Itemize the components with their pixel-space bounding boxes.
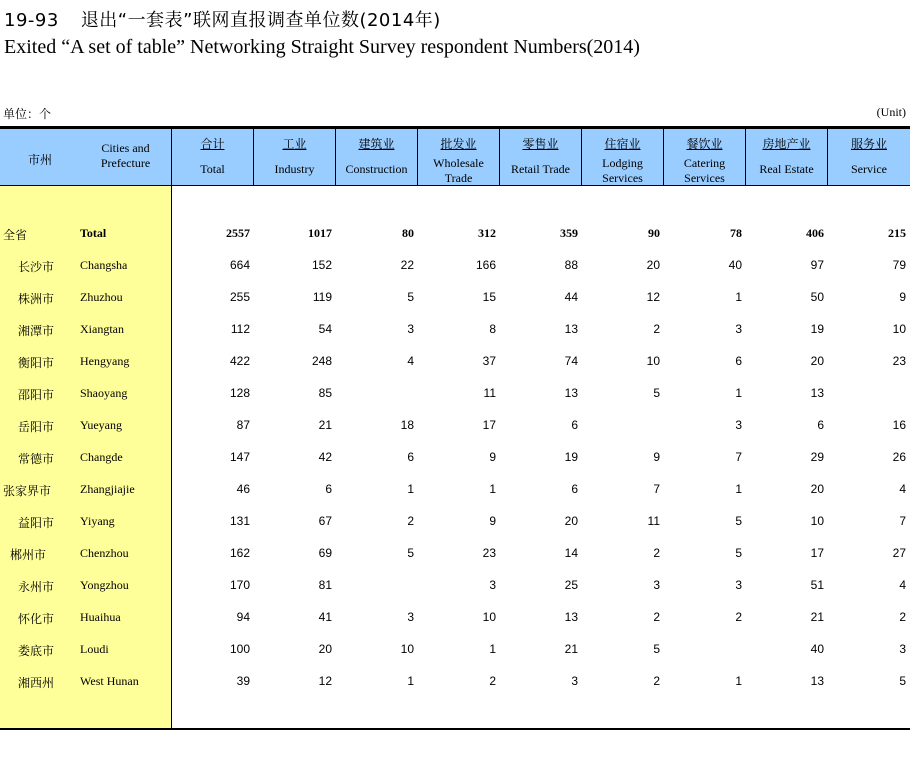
- cell-lodging: 10: [646, 354, 660, 368]
- cell-real-estate: 13: [810, 674, 824, 688]
- unit-cn: 单位：个: [3, 107, 52, 121]
- cell-service: 27: [892, 546, 906, 560]
- cell-construction: 4: [407, 354, 414, 368]
- header-industry: [254, 129, 336, 186]
- header-retail: [500, 129, 582, 186]
- cell-retail: 21: [564, 642, 578, 656]
- table-bottom-rule: [0, 728, 910, 730]
- cell-industry: 54: [318, 322, 332, 336]
- cell-wholesale: 312: [478, 226, 496, 240]
- cell-lodging: 12: [646, 290, 660, 304]
- cell-retail: 19: [564, 450, 578, 464]
- cell-total: 255: [229, 290, 250, 304]
- header-retail-cn: 零售业: [522, 137, 559, 151]
- cell-construction: 80: [402, 226, 414, 240]
- cell-retail: 359: [560, 226, 578, 240]
- cell-wholesale: 23: [482, 546, 496, 560]
- cell-wholesale: 3: [489, 578, 496, 592]
- header-catering: [664, 129, 746, 186]
- header-real-estate-en: Real Estate: [759, 162, 814, 176]
- cell-wholesale: 9: [489, 450, 496, 464]
- cell-real-estate: 21: [810, 610, 824, 624]
- cell-industry: 81: [318, 578, 332, 592]
- city-name-cn: 娄底市: [18, 644, 55, 658]
- city-name-cn: 张家界市: [3, 484, 52, 498]
- header-total-en: Total: [200, 162, 225, 176]
- city-name-en: Changsha: [80, 258, 128, 272]
- cell-real-estate: 51: [810, 578, 824, 592]
- cell-total: 46: [236, 482, 250, 496]
- cell-construction: 3: [407, 322, 414, 336]
- header-lodging-cn: 住宿业: [604, 137, 641, 151]
- header-city-en: [80, 129, 172, 186]
- city-name-cn: 常德市: [18, 452, 55, 466]
- cell-real-estate: 6: [817, 418, 824, 432]
- header-real-estate-cn: 房地产业: [762, 137, 811, 151]
- table-row: [0, 322, 910, 354]
- city-name-cn: 益阳市: [18, 516, 55, 530]
- header-city-cn: [0, 129, 80, 186]
- table-row: [0, 610, 910, 642]
- header-total: [172, 129, 254, 186]
- cell-retail: 13: [564, 610, 578, 624]
- city-name-cn: 株洲市: [18, 292, 55, 306]
- city-name-en: Yiyang: [80, 514, 115, 528]
- cell-construction: 1: [407, 674, 414, 688]
- city-name-en: Total: [80, 226, 107, 240]
- header-construction-en: Construction: [345, 162, 408, 176]
- cell-retail: 3: [571, 674, 578, 688]
- header-lodging: [582, 129, 664, 186]
- cell-catering: 7: [735, 450, 742, 464]
- cell-total: 39: [236, 674, 250, 688]
- city-name-cn: 湘西州: [18, 676, 55, 690]
- cell-total: 112: [230, 322, 250, 336]
- cell-catering: 40: [728, 258, 742, 272]
- cell-wholesale: 1: [489, 642, 496, 656]
- cell-total: 100: [229, 642, 250, 656]
- cell-construction: 1: [407, 482, 414, 496]
- city-name-en: Zhuzhou: [80, 290, 123, 304]
- table-row: [0, 674, 910, 706]
- cell-catering: 1: [735, 482, 742, 496]
- city-name-en: Chenzhou: [80, 546, 129, 560]
- cell-lodging: 2: [653, 610, 660, 624]
- header-wholesale: [418, 129, 500, 186]
- city-name-cn: 怀化市: [18, 612, 55, 626]
- header-construction-cn: 建筑业: [358, 137, 395, 151]
- city-name-cn: 长沙市: [18, 260, 55, 274]
- table-row: [0, 418, 910, 450]
- cell-total: 422: [229, 354, 250, 368]
- cell-total: 664: [229, 258, 250, 272]
- cell-real-estate: 20: [810, 354, 824, 368]
- table-row: [0, 482, 910, 514]
- cell-wholesale: 9: [489, 514, 496, 528]
- cell-lodging: 2: [653, 322, 660, 336]
- cell-lodging: 2: [653, 674, 660, 688]
- cell-lodging: 11: [647, 514, 660, 528]
- cell-industry: 21: [318, 418, 332, 432]
- cell-wholesale: 37: [482, 354, 496, 368]
- cell-retail: 6: [571, 418, 578, 432]
- cell-service: 2: [899, 610, 906, 624]
- cell-industry: 42: [318, 450, 332, 464]
- cell-real-estate: 10: [810, 514, 824, 528]
- cell-lodging: 5: [653, 386, 660, 400]
- header-city-cn-label: 市州: [27, 153, 52, 167]
- cell-catering: 3: [735, 322, 742, 336]
- header-wholesale-cn: 批发业: [440, 137, 477, 151]
- cell-retail: 6: [571, 482, 578, 496]
- cell-service: 23: [892, 354, 906, 368]
- unit-en: (Unit): [876, 105, 906, 119]
- cell-service: 3: [899, 642, 906, 656]
- city-name-en: Shaoyang: [80, 386, 128, 400]
- cell-industry: 69: [318, 546, 332, 560]
- cell-construction: 18: [400, 418, 414, 432]
- city-name-en: Loudi: [80, 642, 109, 656]
- header-catering-cn: 餐饮业: [686, 137, 723, 151]
- cell-construction: 10: [400, 642, 414, 656]
- cell-catering: 1: [735, 386, 742, 400]
- cell-retail: 44: [564, 290, 578, 304]
- city-name-cn: 邵阳市: [18, 388, 55, 402]
- cell-catering: 1: [735, 674, 742, 688]
- header-industry-en: Industry: [274, 162, 315, 176]
- header-industry-cn: 工业: [282, 137, 307, 151]
- cell-service: 7: [899, 514, 906, 528]
- title-cn-text: 退出“一套表”联网直报调查单位数(2014年): [80, 10, 441, 31]
- cell-lodging: 5: [653, 642, 660, 656]
- cell-catering: 3: [735, 418, 742, 432]
- city-name-en: Huaihua: [80, 610, 121, 624]
- table-row: [0, 354, 910, 386]
- city-name-cn: 湘潭市: [18, 324, 55, 338]
- cell-industry: 67: [318, 514, 332, 528]
- header-real-estate: [746, 129, 828, 186]
- table-header: [0, 126, 910, 186]
- table-row: [0, 578, 910, 610]
- cell-service: 9: [899, 290, 906, 304]
- cell-service: 26: [892, 450, 906, 464]
- title-en: Exited “A set of table” Networking Straight Survey respondent Numbers(2014): [4, 36, 640, 58]
- cell-catering: 5: [735, 546, 742, 560]
- cell-real-estate: 13: [810, 386, 824, 400]
- cell-service: 16: [892, 418, 906, 432]
- header-construction: [336, 129, 418, 186]
- cell-construction: 22: [400, 258, 414, 272]
- header-total-cn: 合计: [200, 137, 225, 151]
- header-retail-en: Retail Trade: [511, 162, 570, 176]
- cell-lodging: 7: [653, 482, 660, 496]
- cell-real-estate: 40: [810, 642, 824, 656]
- cell-wholesale: 15: [482, 290, 496, 304]
- city-name-cn: 郴州市: [10, 548, 47, 562]
- cell-retail: 13: [564, 322, 578, 336]
- cell-industry: 248: [311, 354, 332, 368]
- city-name-en: Hengyang: [80, 354, 130, 368]
- table-row: [0, 386, 910, 418]
- city-name-cn: 岳阳市: [18, 420, 55, 434]
- table-row: [0, 514, 910, 546]
- cell-construction: 5: [407, 546, 414, 560]
- cell-service: 5: [899, 674, 906, 688]
- cell-real-estate: 50: [810, 290, 824, 304]
- cell-wholesale: 2: [489, 674, 496, 688]
- cell-real-estate: 406: [806, 226, 824, 240]
- cell-lodging: 90: [648, 226, 660, 240]
- cell-industry: 152: [311, 258, 332, 272]
- cell-total: 2557: [226, 226, 250, 240]
- cell-service: 79: [892, 258, 906, 272]
- city-name-cn: 衡阳市: [18, 356, 55, 370]
- title-cn: [4, 6, 441, 32]
- city-name-cn: 永州市: [18, 580, 55, 594]
- table-row-total: [0, 226, 910, 258]
- cell-service: 4: [899, 482, 906, 496]
- cell-retail: 14: [564, 546, 578, 560]
- cell-retail: 25: [564, 578, 578, 592]
- cell-real-estate: 19: [810, 322, 824, 336]
- cell-industry: 6: [325, 482, 332, 496]
- cell-industry: 119: [312, 290, 332, 304]
- cell-industry: 20: [318, 642, 332, 656]
- cell-catering: 6: [735, 354, 742, 368]
- cell-total: 87: [236, 418, 250, 432]
- table-row: [0, 258, 910, 290]
- cell-catering: 3: [735, 578, 742, 592]
- cell-total: 162: [229, 546, 250, 560]
- cell-retail: 88: [564, 258, 578, 272]
- cell-construction: 2: [407, 514, 414, 528]
- cell-construction: 6: [407, 450, 414, 464]
- cell-retail: 13: [564, 386, 578, 400]
- table-row: [0, 642, 910, 674]
- city-name-en: Xiangtan: [80, 322, 124, 336]
- cell-service: 4: [899, 578, 906, 592]
- cell-real-estate: 20: [810, 482, 824, 496]
- cell-industry: 1017: [308, 226, 332, 240]
- city-name-en: West Hunan: [80, 674, 139, 688]
- cell-retail: 74: [564, 354, 578, 368]
- cell-wholesale: 8: [489, 322, 496, 336]
- cell-total: 170: [229, 578, 250, 592]
- table-row: [0, 546, 910, 578]
- cell-construction: 5: [407, 290, 414, 304]
- cell-lodging: 3: [653, 578, 660, 592]
- cell-lodging: 20: [646, 258, 660, 272]
- table-number: 19-93: [4, 10, 59, 31]
- cell-service: 10: [892, 322, 906, 336]
- header-catering-en: Catering Services: [683, 156, 726, 185]
- header-service-cn: 服务业: [850, 137, 887, 151]
- header-wholesale-en: Wholesale Trade: [433, 156, 484, 185]
- header-service-en: Service: [851, 162, 887, 176]
- cell-industry: 85: [318, 386, 332, 400]
- header-service: [828, 129, 910, 186]
- cell-real-estate: 17: [810, 546, 824, 560]
- city-name-en: Changde: [80, 450, 123, 464]
- cell-catering: 5: [735, 514, 742, 528]
- table-row: [0, 450, 910, 482]
- cell-wholesale: 10: [482, 610, 496, 624]
- city-name-cn: 全省: [3, 228, 28, 242]
- cell-wholesale: 166: [475, 258, 496, 272]
- cell-wholesale: 11: [483, 386, 496, 400]
- cell-total: 147: [229, 450, 250, 464]
- city-name-en: Zhangjiajie: [80, 482, 135, 496]
- cell-wholesale: 17: [482, 418, 496, 432]
- cell-total: 94: [236, 610, 250, 624]
- cell-real-estate: 97: [810, 258, 824, 272]
- header-city-en-label: Cities and Prefecture: [100, 141, 151, 170]
- city-name-en: Yongzhou: [80, 578, 129, 592]
- cell-construction: 3: [407, 610, 414, 624]
- cell-wholesale: 1: [489, 482, 496, 496]
- cell-lodging: 2: [653, 546, 660, 560]
- cell-retail: 20: [564, 514, 578, 528]
- cell-catering: 2: [735, 610, 742, 624]
- cell-total: 131: [229, 514, 250, 528]
- cell-catering: 78: [730, 226, 742, 240]
- cell-service: 215: [888, 226, 906, 240]
- city-name-en: Yueyang: [80, 418, 122, 432]
- table-row: [0, 290, 910, 322]
- cell-total: 128: [229, 386, 250, 400]
- header-lodging-en: Lodging Services: [602, 156, 643, 185]
- cell-lodging: 9: [653, 450, 660, 464]
- cell-industry: 12: [318, 674, 332, 688]
- cell-real-estate: 29: [810, 450, 824, 464]
- cell-catering: 1: [735, 290, 742, 304]
- cell-industry: 41: [318, 610, 332, 624]
